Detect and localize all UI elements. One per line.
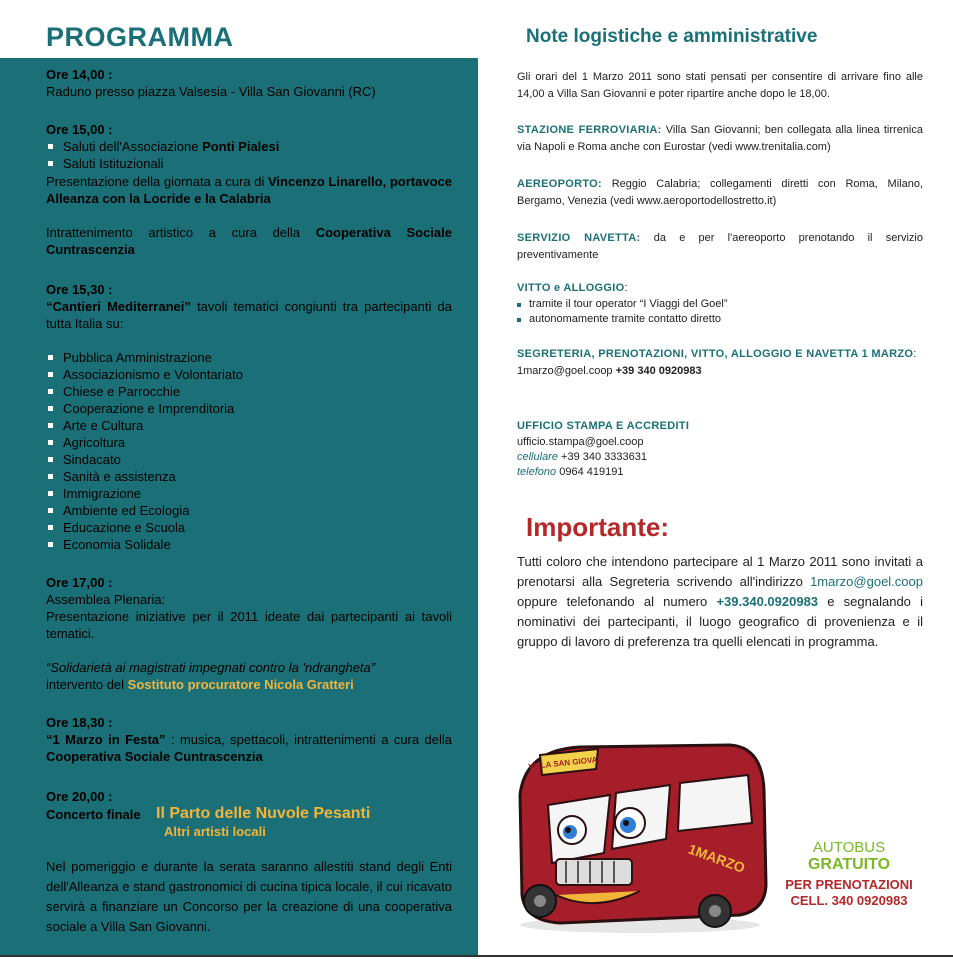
airport-info: AEREOPORTO: Reggio Calabria; collegamenti diretti con Roma, Milano, Bergamo, Venezia (vedi www.aeroportodellostretto.it) (517, 178, 923, 207)
presentation-text: Presentazione della giornata a cura di Vincenzo Linarello, portavoce Alleanza con la Locride e la Calabria (46, 174, 452, 206)
cantieri-text: “Cantieri Mediterranei” tavoli tematici congiunti tra partecipanti da tutta Italia su: (46, 299, 452, 331)
topic-item: Economia Solidale (46, 536, 452, 553)
list-item: autonomamente tramite contatto diretto (517, 312, 923, 327)
block-1500 (46, 121, 452, 258)
topic-item: Arte e Cultura (46, 417, 452, 434)
plenary-text: Presentazione iniziative per il 2011 ideate dai partecipanti ai tavoli tematici. (46, 609, 452, 641)
block-1830 (46, 714, 452, 765)
important-email[interactable]: 1marzo@goel.coop (810, 574, 923, 589)
closing-text: Nel pomeriggio e durante la serata saranno allestiti stand degli Enti dell'Alleanza e stand gastronomici di cucina tipica locale, il cui ricavato servirà a finanziare un Concorso per la creazione di una cooperativa sociale a Villa San Giovanni. (46, 859, 452, 934)
list-item: Saluti Istituzionali (46, 155, 452, 172)
list-item: Saluti dell'Associazione Ponti Pialesi (46, 138, 452, 155)
speaker-line: intervento del Sostituto procuratore Nicola Gratteri (46, 677, 354, 692)
topics-list (46, 349, 452, 553)
caption-autobus: AUTOBUS (812, 839, 886, 856)
list-item: tramite il tour operator “I Viaggi del Goel” (517, 297, 923, 312)
topic-item: Pubblica Amministrazione (46, 349, 452, 366)
topic-item: Cooperazione e Imprenditoria (46, 400, 452, 417)
shuttle-info: SERVIZIO NAVETTA: da e per l'aereoporto prenotando il servizio preventivamente (517, 232, 923, 261)
topic-item: Sanità e assistenza (46, 468, 452, 485)
press-office-info: UFFICIO STAMPA E ACCREDITI ufficio.stampa@goel.coop cellulare +39 340 3333631 telefono 0964 419191 (517, 418, 923, 480)
caption-gratuito: GRATUITO (807, 856, 891, 873)
time-1530: Ore 15,30 : (46, 282, 113, 297)
topic-item: Educazione e Scuola (46, 519, 452, 536)
secretariat-info: SEGRETERIA, PRENOTAZIONI, VITTO, ALLOGGIO E NAVETTA 1 MARZO: 1marzo@goel.coop +39 340 0920983 (517, 348, 917, 377)
block-2000 (46, 788, 452, 841)
time-1400: Ore 14,00 : (46, 67, 113, 82)
logistics-title: Note logistiche e amministrative (526, 26, 818, 47)
caption-phone: CELL. 340 0920983 (790, 893, 908, 908)
secretariat-phone: +39 340 0920983 (615, 365, 702, 377)
other-artists: Altri artisti locali (164, 824, 266, 839)
free-bus-caption (770, 839, 928, 909)
train-station-info: STAZIONE FERROVIARIA: Villa San Giovanni; ben collegata alla linea tirrenica via Napoli e Roma anche con Eurostar (vedi www.trenitalia.com) (517, 124, 923, 153)
important-phone: +39.340.0920983 (716, 594, 819, 609)
bus-illustration (500, 735, 770, 935)
bus-sign-text: VILLA SAN GIOVANNI (527, 753, 612, 772)
program-title: PROGRAMMA (46, 22, 234, 52)
secretariat-email[interactable]: 1marzo@goel.coop (517, 365, 613, 377)
concert-label: Concerto finale (46, 807, 141, 822)
food-lodging-info: VITTO e ALLOGGIO: tramite il tour operator “I Viaggi del Goel” autonomamente tramite contatto diretto (517, 280, 923, 327)
speaker-name: Sostituto procuratore Nicola Gratteri (127, 677, 354, 692)
entertainment-text: Intrattenimento artistico a cura della Cooperativa Sociale Cuntrascenzia (46, 225, 452, 257)
band-name: Il Parto delle Nuvole Pesanti (156, 805, 371, 822)
block-1400 (46, 66, 452, 100)
time-1500: Ore 15,00 : (46, 122, 113, 137)
solidarity-quote: “Solidarietà ai magistrati impegnati contro la 'ndrangheta” (46, 660, 376, 675)
topic-item: Immigrazione (46, 485, 452, 502)
festa-text: “1 Marzo in Festa” : musica, spettacoli, intrattenimenti a cura della Cooperativa Sociale Cuntrascenzia (46, 732, 452, 764)
text-1400: Raduno presso piazza Valsesia - Villa San Giovanni (RC) (46, 84, 376, 99)
time-2000: Ore 20,00 : (46, 789, 113, 804)
topic-item: Agricoltura (46, 434, 452, 451)
topic-item: Associazionismo e Volontariato (46, 366, 452, 383)
topic-item: Chiese e Parrocchie (46, 383, 452, 400)
time-1700: Ore 17,00 : (46, 575, 113, 590)
logistics-intro: Gli orari del 1 Marzo 2011 sono stati pensati per consentire di arrivare fino alle 14,00 a Villa San Giovanni e poter ripartire anche dopo le 18,00. (517, 71, 923, 100)
bus-side-text: 1MARZO (686, 840, 748, 876)
greetings-list (46, 138, 452, 172)
time-1830: Ore 18,30 : (46, 715, 113, 730)
caption-reservations: PER PRENOTAZIONI (785, 877, 913, 892)
topic-item: Ambiente ed Ecologia (46, 502, 452, 519)
important-title: Importante: (526, 512, 669, 542)
plenary-label: Assemblea Plenaria: (46, 592, 166, 607)
block-1700 (46, 574, 452, 693)
topic-item: Sindacato (46, 451, 452, 468)
food-lodging-list (517, 297, 923, 327)
press-email[interactable]: ufficio.stampa@goel.coop (517, 436, 644, 448)
bottom-divider (0, 955, 953, 957)
block-1530 (46, 281, 452, 553)
important-text: Tutti coloro che intendono partecipare al 1 Marzo 2011 sono invitati a prenotarsi alla Segreteria scrivendo all'indirizzo 1marzo@goel.coop oppure telefonando al numero +39.340.0920983 e segnalando i nominativi dei partecipanti, il luogo geografico di provenienza e il gruppo di lavoro di preferenza tra quelli elencati in programma. (517, 554, 923, 649)
